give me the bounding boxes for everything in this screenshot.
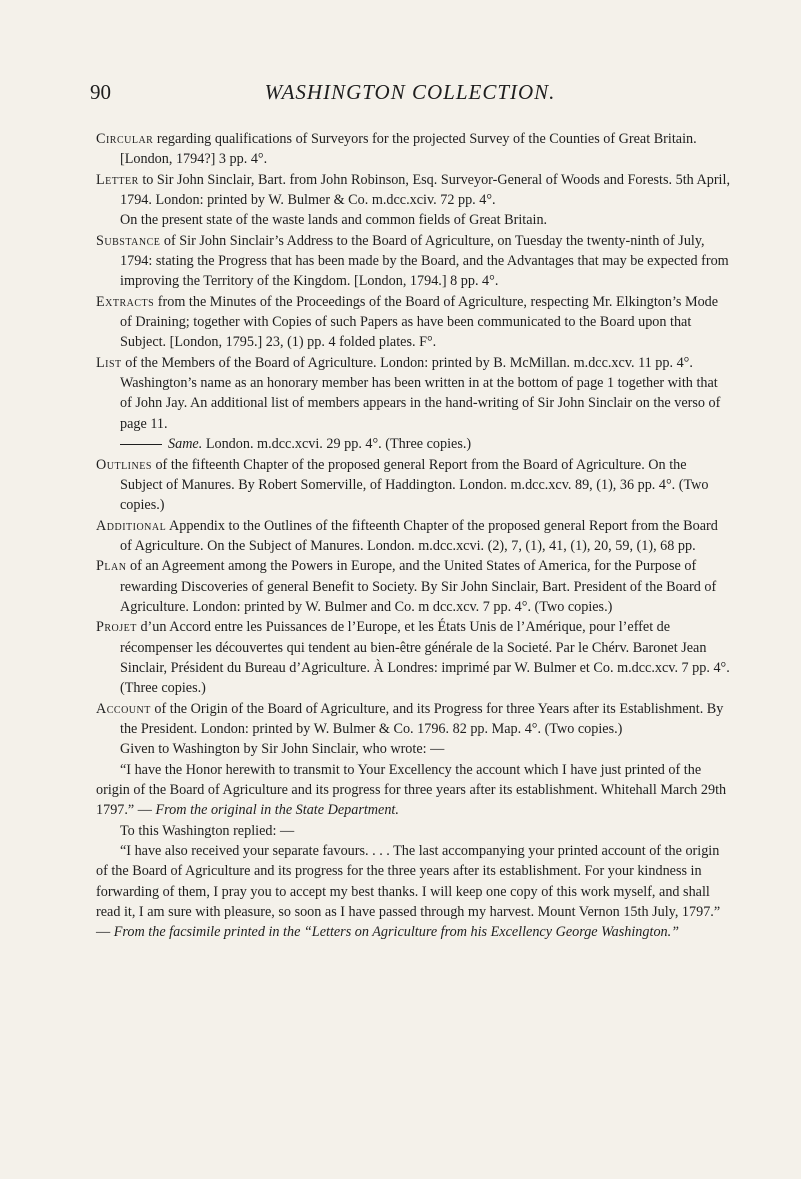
entry-projet: Projet d’un Accord entre les Puissances de l’Europe, et les États Unis de l’Amérique, pour l’effet de récompenser les découvertes qui tendent au bien-être générale de la Societé. Par le Chérv. Baronet Jean Sinclair, Président du Bureau d’Agriculture. À Londres: imprimé par W. Bulmer et Co. m.dcc.xcv. 7 pp. 4°. (Three copies.) <box>96 619 730 697</box>
entry-note: Washington’s name as an honorary member has been written in at the bottom of page 1 together with that of John Jay. An additional list of members appears in the hand-writing of Sir John Sinclair on the verso of page 11. <box>120 375 721 432</box>
page-header <box>90 80 730 112</box>
quotation: “I have the Honor herewith to transmit to Your Excellency the account which I have just printed of the origin of the Board of Agriculture and its progress for three years after its establishment. Whitehall March 29th 1797.” — From the original in the State Department. <box>96 761 727 819</box>
quotation: “I have also received your separate favours. . . . The last accompanying your printed account of the origin of the Board of Agriculture and its progress for the three years after its establishment. For your kindness in forwarding of them, I pray you to accept my best thanks. I will keep one copy of this work myself, and shall read it, I am sure with pleasure, so soon as I have passed through my harvest. Mount Vernon 15th July, 1797.” — From the facsimile printed in the “Letters on Agriculture from his Excellency George Washington.” <box>96 843 721 941</box>
entry-list: List of the Members of the Board of Agriculture. London: printed by B. McMillan. m.dcc.xcv. 11 pp. 4°. <box>96 354 693 371</box>
running-title: WASHINGTON COLLECTION. <box>264 80 556 104</box>
entry-outlines: Outlines of the fifteenth Chapter of the proposed general Report from the Board of Agriculture. On the Subject of Manures. By Robert Somerville, of Haddington. London. m.dcc.xcv. 89, (1), 36 pp. 4°. (Two copies.) <box>96 456 709 514</box>
bibliography-entries <box>96 129 732 943</box>
page-number: 90 <box>90 80 111 104</box>
entry-letter: Letter to Sir John Sinclair, Bart. from John Robinson, Esq. Surveyor-General of Woods and Forests. 5th April, 1794. London: printed by W. Bulmer & Co. m.dcc.xciv. 72 pp. 4°. <box>96 171 730 209</box>
entry-additional: Additional Appendix to the Outlines of the fifteenth Chapter of the proposed general Report from the Board of Agriculture. On the Subject of Manures. London. m.dcc.xcvi. (2), 7, (1), 41, (1), 20, 59, (1), 68 pp. <box>96 517 718 554</box>
ditto-rule <box>120 444 162 445</box>
entry-extracts: Extracts from the Minutes of the Proceedings of the Board of Agriculture, respecting Mr. Elkington’s Mode of Draining; together with Copies of such Papers as have been communicated to the Board upon that Subject. [London, 1795.] 23, (1) pp. 4 folded plates. F°. <box>96 293 719 351</box>
entry-plan: Plan of an Agreement among the Powers in Europe, and the United States of America, for the Purpose of rewarding Discoveries of general Benefit to Society. By Sir John Sinclair, Bart. President of the Board of Agriculture. London: printed by W. Bulmer and Co. m dcc.xcv. 7 pp. 4°. (Two copies.) <box>96 558 717 615</box>
entry-note: On the present state of the waste lands and common fields of Great Britain. <box>120 212 548 229</box>
entry-account: Account of the Origin of the Board of Agriculture, and its Progress for three Years after its Establishment. By the President. London: printed by W. Bulmer & Co. 1796. 82 pp. Map. 4°. (Two copies.) <box>96 700 724 737</box>
entry-substance: Substance of Sir John Sinclair’s Address to the Board of Agriculture, on Tuesday the twenty-ninth of July, 1794: stating the Progress that has been made by the Board, and the Advantages that may be expected from improving the Territory of the Kingdom. [London, 1794.] 8 pp. 4°. <box>96 232 729 290</box>
entry-same: Same. London. m.dcc.xcvi. 29 pp. 4°. (Three copies.) <box>96 434 732 454</box>
entry-circular: Circular regarding qualifications of Surveyors for the projected Survey of the Counties of Great Britain. [London, 1794?] 3 pp. 4°. <box>96 131 697 168</box>
entry-note: To this Washington replied: — <box>120 822 295 839</box>
entry-note: Given to Washington by Sir John Sinclair, who wrote: — <box>120 741 445 758</box>
